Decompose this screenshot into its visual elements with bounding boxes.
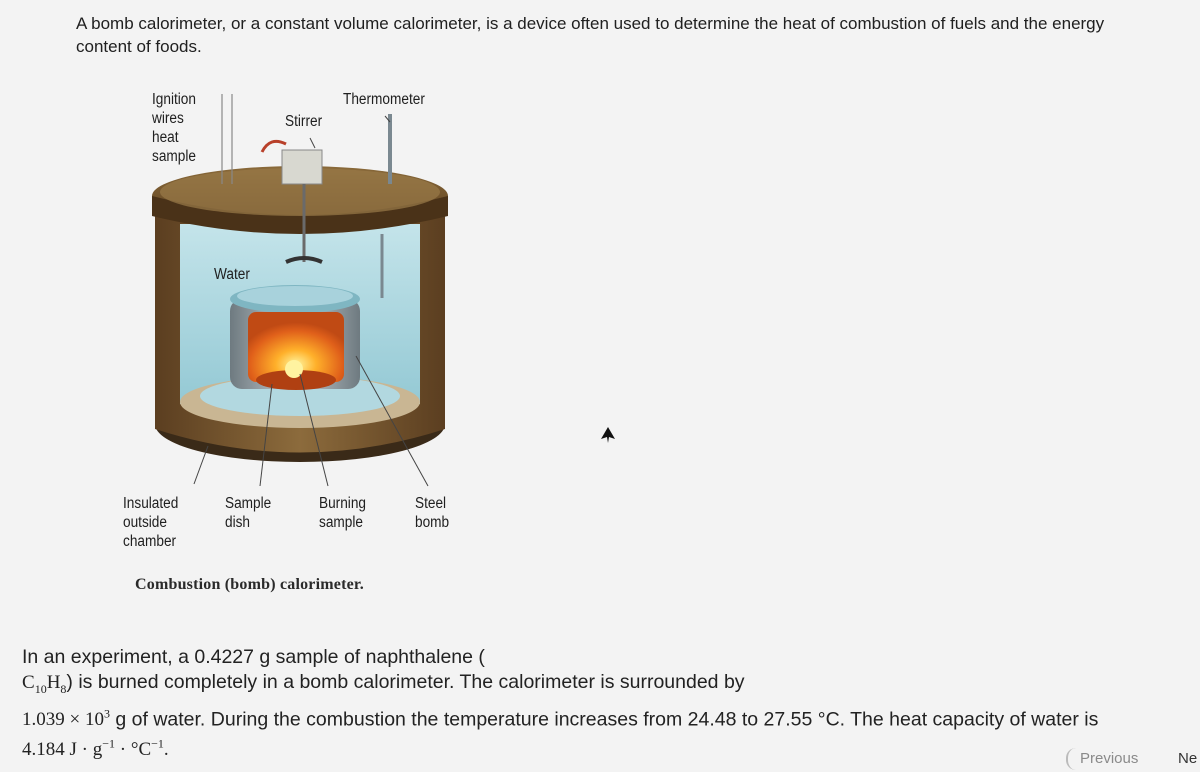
question-line-2: $C_{10}H_8$) is burned completely in a bomb calorimeter. The calorimeter is surrounded by	[22, 671, 745, 696]
intro-text: A bomb calorimeter, or a constant volume calorimeter, is a device often used to determine the heat of combustion of fuels and the energy content of foods.	[76, 14, 1105, 56]
navigation-bar	[1060, 744, 1200, 772]
label-water: Water	[214, 266, 250, 283]
question-text	[22, 645, 1192, 762]
label-thermometer: Thermometer	[343, 91, 425, 108]
label-ignition-wires: Ignition wires heat sample	[152, 91, 196, 165]
label-sample-dish: Sample dish	[225, 495, 272, 531]
previous-button[interactable]: Previous	[1066, 748, 1146, 770]
question-line-3: $1.039 \times 10^3$ g of water. During the combustion the temperature increases from 24.48 to 27.55 °C. The heat capacity of water is	[22, 706, 1099, 731]
label-steel-bomb: Steel bomb	[415, 495, 450, 531]
question-line-1: In an experiment, a 0.4227 g sample of naphthalene (	[22, 646, 485, 668]
next-button[interactable]: Ne	[1178, 750, 1198, 767]
label-burning-sample: Burning sample	[319, 495, 367, 531]
label-stirrer: Stirrer	[285, 113, 323, 130]
mouse-cursor-icon	[600, 426, 616, 444]
bomb-calorimeter-diagram	[110, 84, 490, 564]
label-insulated-chamber: Insulated outside chamber	[123, 495, 179, 550]
diagram-caption: Combustion (bomb) calorimeter.	[135, 576, 364, 593]
question-line-4: 4.184 $J \cdot g^{-1} \cdot ^\circ C^{-1}$.	[22, 737, 169, 761]
